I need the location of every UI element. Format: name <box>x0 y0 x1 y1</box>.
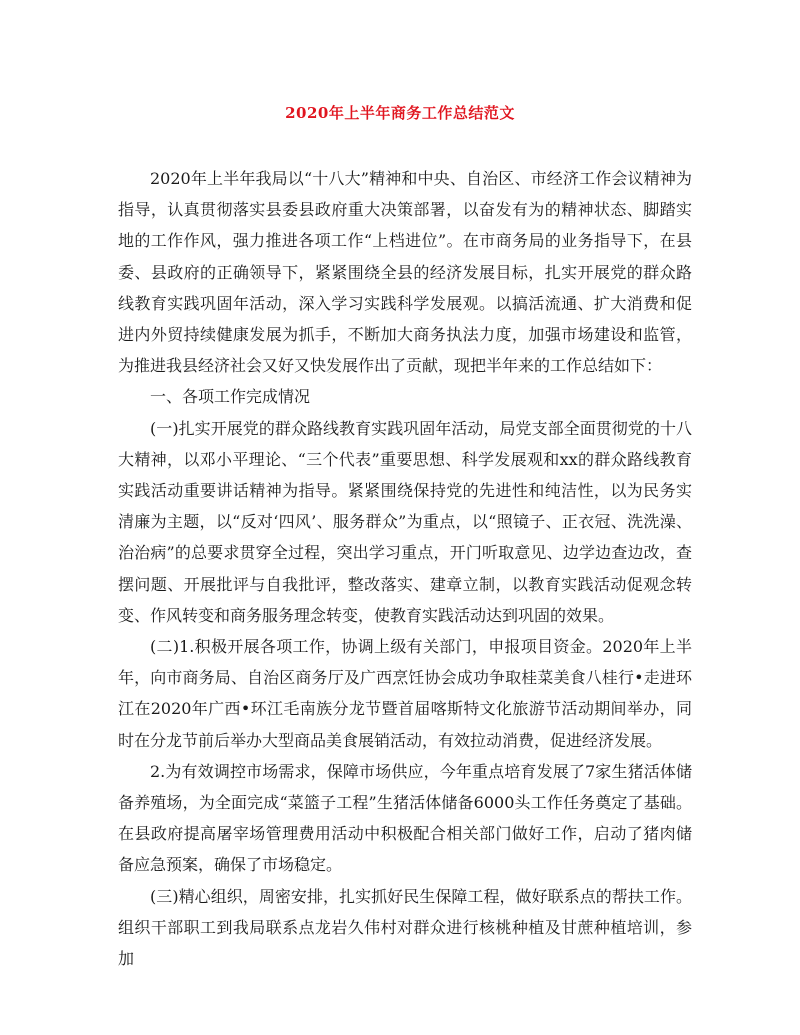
document-title: 2020年上半年商务工作总结范文 <box>285 104 515 122</box>
paragraph-item-2-1: (二)1.积极开展各项工作，协调上级有关部门，申报项目资金。2020年上半年，向市商务局、自治区商务厅及广西烹饪协会成功争取桂菜美食八桂行•走进环江在2020年广西•环江毛南族分龙节暨首届喀斯特文化旅游节活动期间举办，同时在分龙节前后举办大型商品美食展销活动，有效拉动消费，促进经济发展。 <box>118 637 692 750</box>
section-heading-1: 一、各项工作完成情况 <box>150 387 311 407</box>
paragraph-item-3: (三)精心组织，周密安排，扎实抓好民生保障工程，做好联系点的帮扶工作。组织干部职工到我局联系点龙岩久伟村对群众进行核桃种植及甘蔗种植培训，参加 <box>118 886 692 969</box>
paragraph-item-2-2: 2.为有效调控市场需求，保障市场供应，今年重点培育发展了7家生猪活体储备养殖场，为全面完成“菜篮子工程”生猪活体储备6000头工作任务奠定了基础。在县政府提高屠宰场管理费用活动中积极配合相关部门做好工作，启动了猪肉储备应急预案，确保了市场稳定。 <box>118 761 692 875</box>
paragraph-intro: 2020年上半年我局以“十八大”精神和中央、自治区、市经济工作会议精神为指导，认真贯彻落实县委县政府重大决策部署，以奋发有为的精神状态、脚踏实地的工作作风，强力推进各项工作“上档进位”。在市商务局的业务指导下，在县委、县政府的正确领导下，紧紧围绕全县的经济发展目标，扎实开展党的群众路线教育实践巩固年活动，深入学习实践科学发展观。以搞活流通、扩大消费和促进内外贸持续健康发展为抓手，不断加大商务执法力度，加强市场建设和监管，为推进我县经济社会又好又快发展作出了贡献，现把半年来的工作总结如下： <box>118 169 692 376</box>
document-body <box>118 163 692 974</box>
paragraph-item-1: (一)扎实开展党的群众路线教育实践巩固年活动，局党支部全面贯彻党的十八大精神，以邓小平理论、“三个代表”重要思想、科学发展观和xx的群众路线教育实践活动重要讲话精神为指导。紧紧围绕保持党的先进性和纯洁性，以为民务实清廉为主题，以“反对‘四风’、服务群众”为重点，以“照镜子、正衣冠、洗洗澡、治治病”的总要求贯穿全过程，突出学习重点，开门听取意见、边学边查边改，查摆问题、开展批评与自我批评，整改落实、建章立制，以教育实践活动促观念转变、作风转变和商务服务理念转变，使教育实践活动达到巩固的效果。 <box>118 418 692 625</box>
